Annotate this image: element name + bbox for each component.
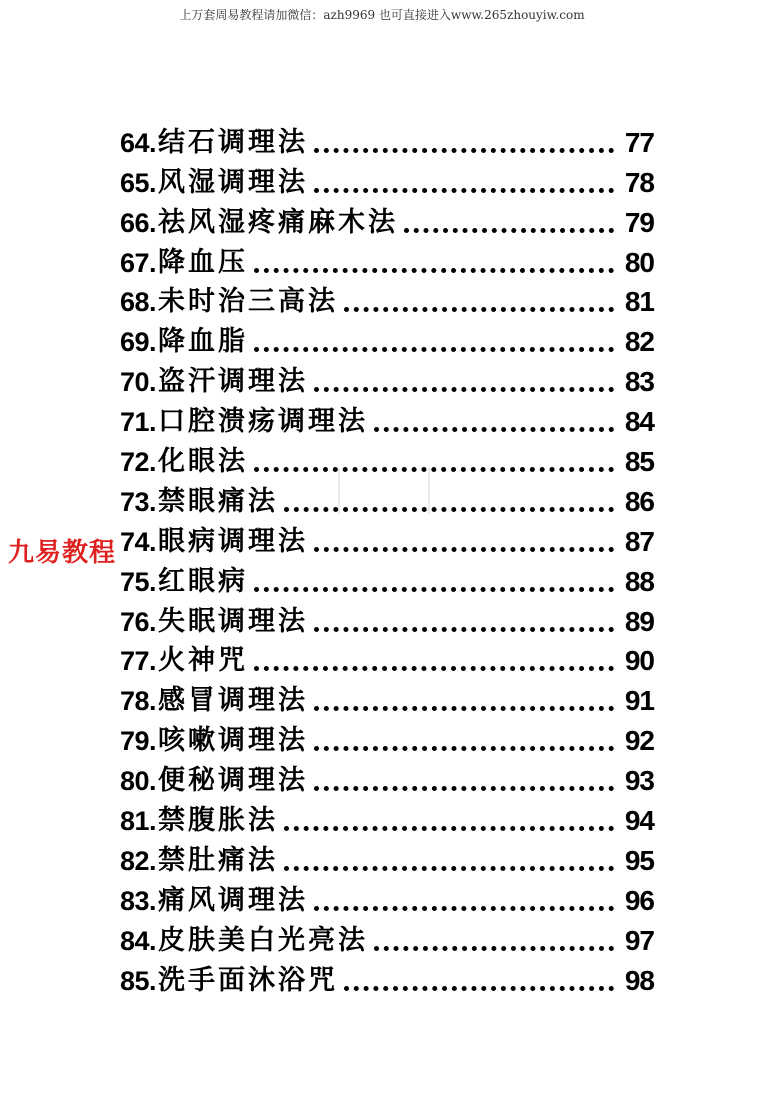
dot-leader	[344, 307, 614, 312]
dot-leader	[374, 946, 614, 951]
dot-leader	[404, 228, 614, 233]
toc-entry	[120, 718, 654, 758]
toc-entry-page: 78	[624, 166, 654, 198]
toc-entry-page: 93	[624, 765, 654, 797]
toc-entry-number: 65.	[120, 167, 157, 198]
toc-entry-page: 90	[624, 645, 654, 677]
toc-entry	[120, 240, 654, 280]
dot-leader	[254, 467, 614, 472]
toc-entry-page: 96	[624, 884, 654, 916]
toc-entry-page: 84	[624, 406, 654, 438]
toc-entry-title: 降血脂	[158, 326, 249, 358]
toc-entry	[120, 878, 654, 918]
dot-leader	[374, 427, 614, 432]
toc-entry-title: 皮肤美白光亮法	[158, 924, 369, 956]
toc-entry-number: 72.	[120, 447, 157, 478]
toc-entry-title: 眼病调理法	[158, 525, 309, 557]
toc-entry	[120, 599, 654, 639]
toc-entry	[120, 519, 654, 559]
toc-entry-page: 98	[624, 964, 654, 996]
toc-entry-title: 禁肚痛法	[158, 844, 279, 876]
toc-entry	[120, 479, 654, 519]
toc-entry-number: 67.	[120, 247, 157, 278]
toc-entry	[120, 160, 654, 200]
toc-entry-page: 85	[624, 446, 654, 478]
dot-leader	[284, 866, 614, 871]
toc-entry-page: 80	[624, 246, 654, 278]
toc-entry-number: 81.	[120, 806, 157, 837]
toc-entry-page: 79	[624, 206, 654, 238]
toc-entry-page: 97	[624, 924, 654, 956]
dot-leader	[314, 148, 614, 153]
toc-entry-number: 78.	[120, 686, 157, 717]
dot-leader	[254, 347, 614, 352]
dot-leader	[314, 906, 614, 911]
page-header-note: 上万套周易教程请加微信：azh9969 也可直接进入www.265zhouyiw.com	[179, 8, 585, 22]
toc-entry-title: 洗手面沐浴咒	[158, 964, 339, 996]
toc-entry-title: 失眠调理法	[158, 605, 309, 637]
dot-leader	[254, 666, 614, 671]
toc-entry-number: 75.	[120, 566, 157, 597]
dot-leader	[314, 706, 614, 711]
dot-leader	[314, 746, 614, 751]
toc-entry	[120, 559, 654, 599]
toc-entry-title: 风湿调理法	[158, 166, 309, 198]
toc-entry-page: 77	[624, 126, 654, 158]
toc-entry-title: 咳嗽调理法	[158, 725, 309, 757]
toc-entry	[120, 758, 654, 798]
dot-leader	[314, 387, 614, 392]
table-of-contents	[120, 120, 654, 998]
toc-entry-title: 禁腹胀法	[158, 805, 279, 837]
toc-entry-title: 祛风湿疼痛麻木法	[158, 206, 399, 238]
toc-entry-number: 84.	[120, 925, 157, 956]
toc-entry-number: 68.	[120, 287, 157, 318]
toc-entry-number: 66.	[120, 207, 157, 238]
toc-entry-page: 86	[624, 485, 654, 517]
toc-entry-page: 92	[624, 725, 654, 757]
toc-entry-title: 感冒调理法	[158, 685, 309, 717]
toc-entry-number: 79.	[120, 726, 157, 757]
toc-entry	[120, 319, 654, 359]
toc-entry-number: 82.	[120, 845, 157, 876]
toc-entry	[120, 200, 654, 240]
toc-entry-title: 未时治三高法	[158, 286, 339, 318]
toc-entry-title: 禁眼痛法	[158, 485, 279, 517]
dot-leader	[314, 786, 614, 791]
toc-entry-title: 口腔溃疡调理法	[158, 406, 369, 438]
toc-entry	[120, 639, 654, 679]
toc-entry-title: 火神咒	[158, 645, 249, 677]
toc-entry-title: 降血压	[158, 246, 249, 278]
toc-entry-number: 85.	[120, 965, 157, 996]
toc-entry-number: 73.	[120, 486, 157, 517]
toc-entry-number: 64.	[120, 127, 157, 158]
toc-entry-number: 74.	[120, 526, 157, 557]
toc-entry-number: 83.	[120, 885, 157, 916]
toc-entry	[120, 359, 654, 399]
toc-entry-title: 痛风调理法	[158, 884, 309, 916]
toc-entry	[120, 918, 654, 958]
toc-entry-title: 结石调理法	[158, 126, 309, 158]
toc-entry-page: 82	[624, 326, 654, 358]
watermark-logo: 九易教程	[8, 538, 117, 568]
toc-entry-page: 89	[624, 605, 654, 637]
dot-leader	[284, 826, 614, 831]
toc-entry	[120, 439, 654, 479]
toc-entry	[120, 798, 654, 838]
toc-entry-number: 69.	[120, 327, 157, 358]
toc-entry-page: 94	[624, 805, 654, 837]
toc-entry-page: 88	[624, 565, 654, 597]
toc-entry	[120, 280, 654, 320]
toc-entry-title: 化眼法	[158, 446, 249, 478]
toc-entry-page: 83	[624, 366, 654, 398]
toc-entry	[120, 838, 654, 878]
dot-leader	[314, 627, 614, 632]
toc-entry-number: 76.	[120, 606, 157, 637]
toc-entry-page: 95	[624, 844, 654, 876]
toc-entry-title: 红眼病	[158, 565, 249, 597]
dot-leader	[314, 188, 614, 193]
toc-entry	[120, 120, 654, 160]
toc-entry-number: 77.	[120, 646, 157, 677]
dot-leader	[284, 507, 614, 512]
toc-entry	[120, 958, 654, 998]
toc-entry	[120, 399, 654, 439]
toc-entry-number: 70.	[120, 367, 157, 398]
toc-entry-page: 81	[624, 286, 654, 318]
dot-leader	[254, 587, 614, 592]
dot-leader	[314, 547, 614, 552]
toc-entry-title: 盗汗调理法	[158, 366, 309, 398]
toc-entry-page: 87	[624, 525, 654, 557]
toc-entry-number: 80.	[120, 766, 157, 797]
toc-entry-number: 71.	[120, 407, 157, 438]
toc-entry-title: 便秘调理法	[158, 765, 309, 797]
dot-leader	[254, 268, 614, 273]
dot-leader	[344, 986, 614, 991]
toc-entry-page: 91	[624, 685, 654, 717]
toc-entry	[120, 678, 654, 718]
